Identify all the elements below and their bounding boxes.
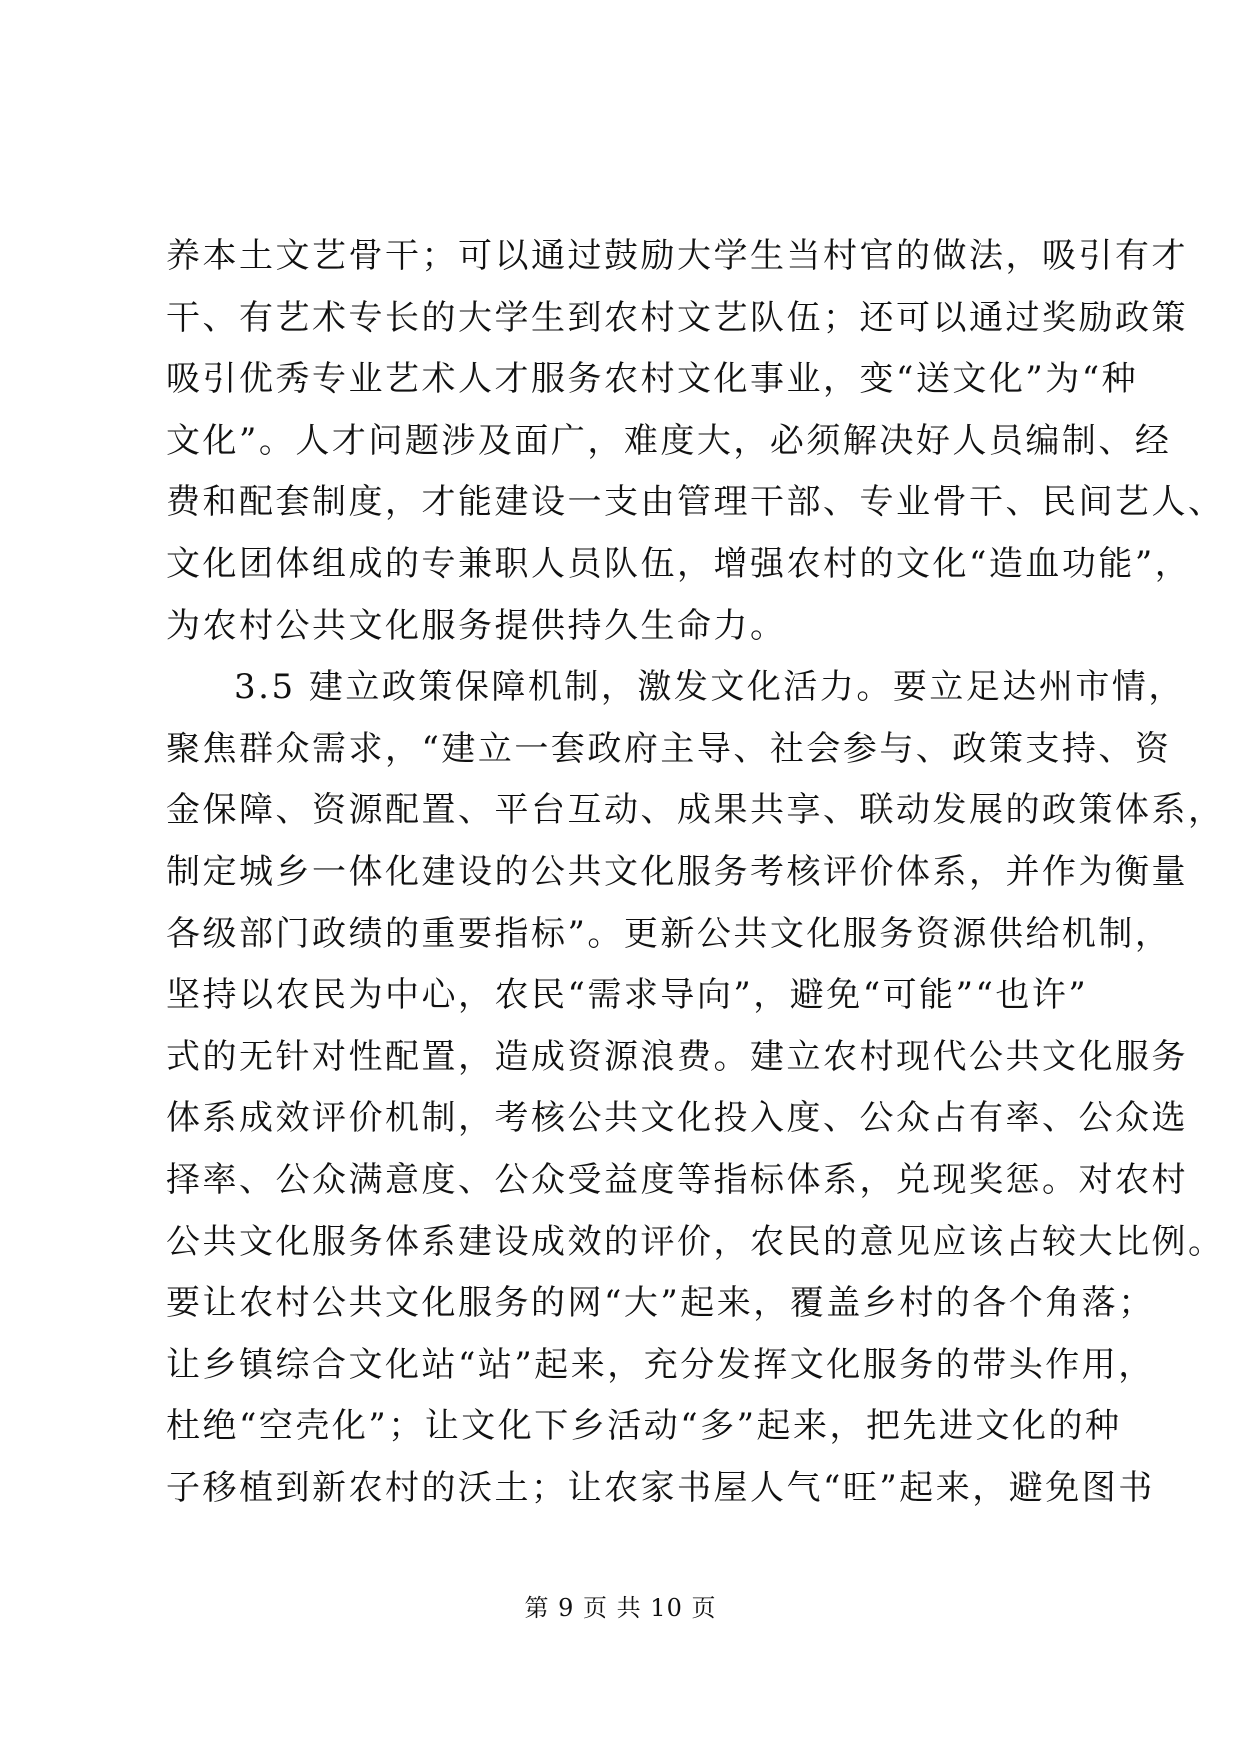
section-heading-line: 3.5 建立政策保障机制，激发文化活力。要立足达州市情， xyxy=(234,667,1185,708)
text-line: 制定城乡一体化建设的公共文化服务考核评价体系，并作为衡量 xyxy=(166,851,1188,892)
text-line: 费和配套制度，才能建设一支由管理干部、专业骨干、民间艺人、 xyxy=(166,482,1225,523)
page-footer: 第 9 页 共 10 页 xyxy=(524,1594,717,1622)
text-line: 干、有艺术专长的大学生到农村文艺队伍；还可以通过奖励政策 xyxy=(166,297,1188,338)
text-line: 为农村公共文化服务提供持久生命力。 xyxy=(166,605,787,646)
text-line: 吸引优秀专业艺术人才服务农村文化事业，变“送文化”为“种 xyxy=(166,359,1139,400)
text-line: 让乡镇综合文化站“站”起来，充分发挥文化服务的带头作用， xyxy=(166,1344,1155,1385)
body-text xyxy=(166,226,1225,1519)
text-line: 养本土文艺骨干；可以通过鼓励大学生当村官的做法，吸引有才 xyxy=(166,236,1188,276)
text-line: 金保障、资源配置、平台互动、成果共享、联动发展的政策体系， xyxy=(166,790,1225,831)
text-line: 文化”。人才问题涉及面广，难度大，必须解决好人员编制、经 xyxy=(166,420,1172,461)
text-line: 子移植到新农村的沃土；让农家书屋人气“旺”起来，避免图书 xyxy=(166,1467,1155,1508)
text-line: 杜绝“空壳化”；让文化下乡活动“多”起来，把先进文化的种 xyxy=(166,1406,1122,1447)
text-line: 坚持以农民为中心，农民“需求导向”，避免“可能”“也许” xyxy=(166,975,1089,1016)
text-line: 择率、公众满意度、公众受益度等指标体系，兑现奖惩。对农村 xyxy=(166,1159,1188,1200)
text-line: 各级部门政绩的重要指标”。更新公共文化服务资源供给机制， xyxy=(166,913,1172,954)
text-line: 体系成效评价机制，考核公共文化投入度、公众占有率、公众选 xyxy=(166,1098,1188,1139)
text-line: 要让农村公共文化服务的网“大”起来，覆盖乡村的各个角落； xyxy=(166,1283,1155,1324)
text-line: 公共文化服务体系建设成效的评价，农民的意见应该占较大比例。 xyxy=(166,1221,1225,1262)
text-line: 文化团体组成的专兼职人员队伍，增强农村的文化“造血功能”， xyxy=(166,543,1192,584)
text-line: 式的无针对性配置，造成资源浪费。建立农村现代公共文化服务 xyxy=(166,1036,1188,1077)
text-line: 聚焦群众需求，“建立一套政府主导、社会参与、政策支持、资 xyxy=(166,728,1172,769)
